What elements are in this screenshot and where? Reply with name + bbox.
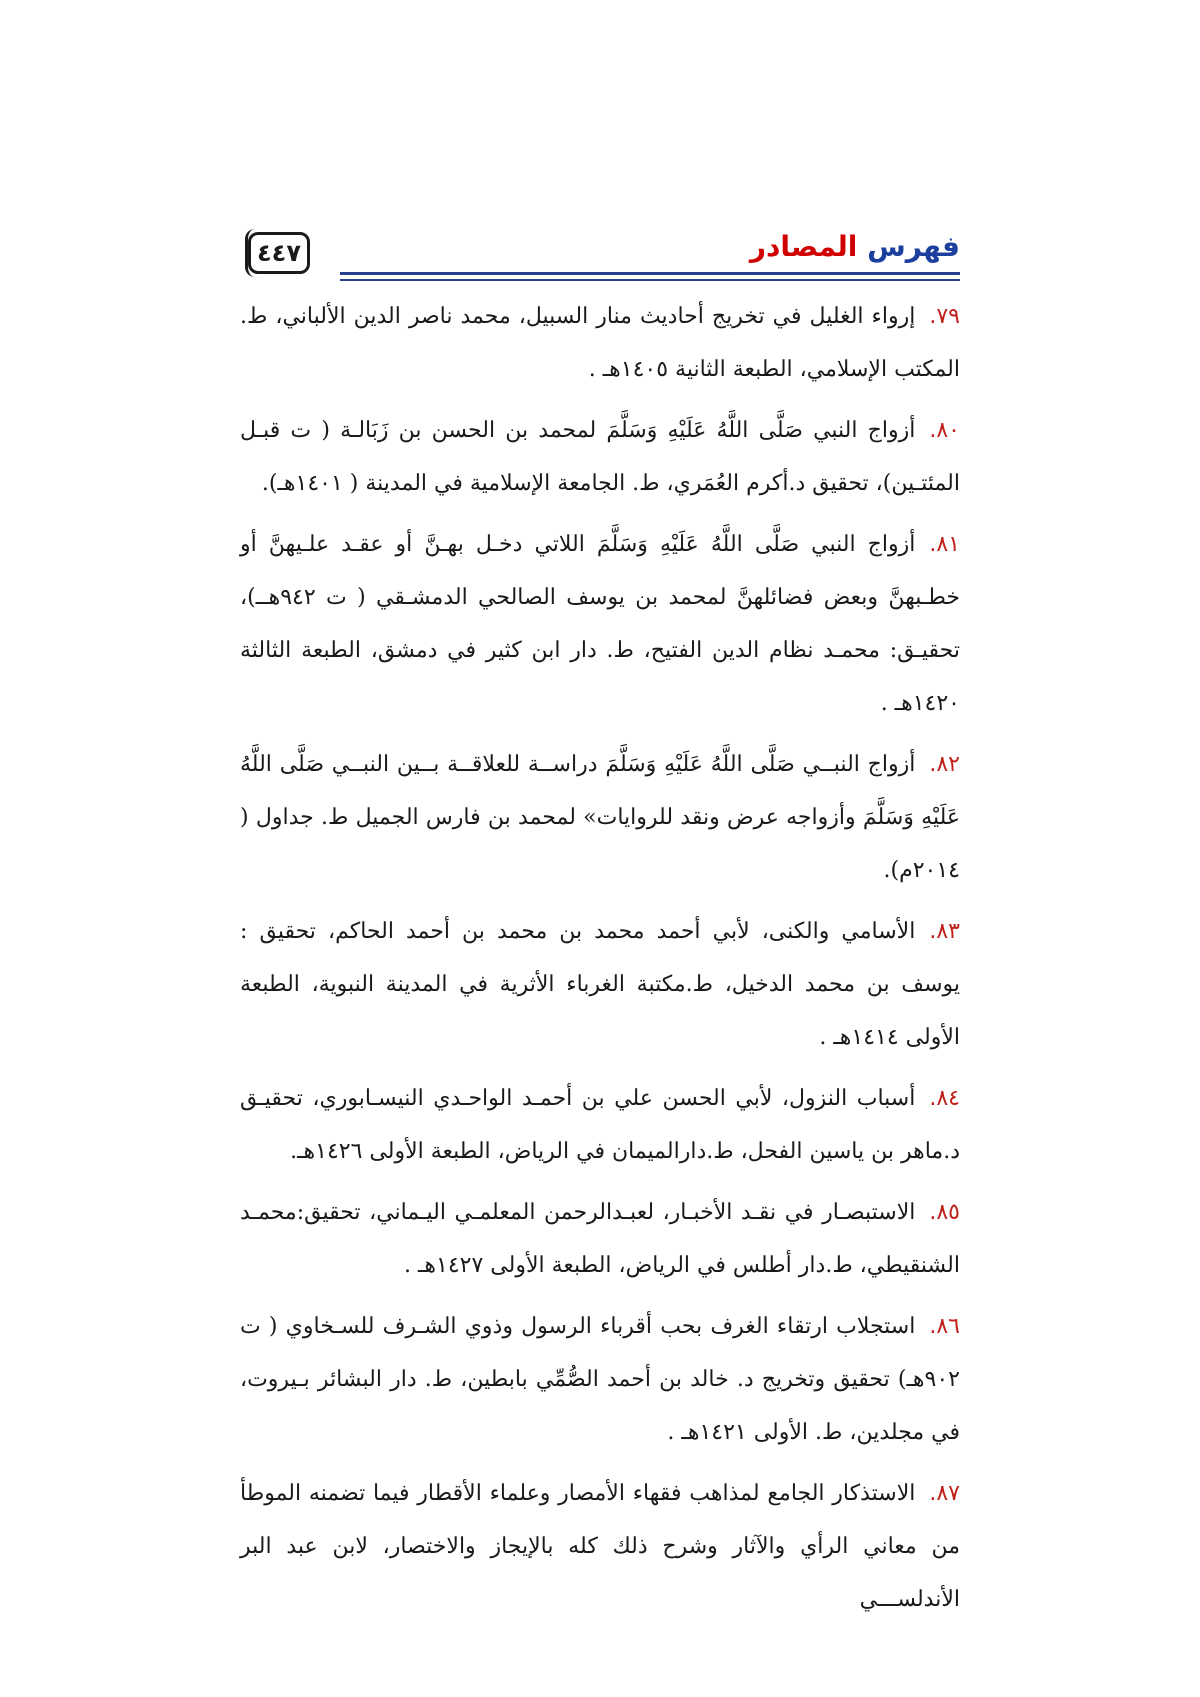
header-divider-secondary (340, 279, 960, 281)
entry-number: ٨٠. (929, 418, 960, 443)
entry-text: إرواء الغليل في تخريج أحاديث منار السبيل، محمد ناصر الدين الألباني، ط. المكتب الإسلامي، الطبعة الثانية ١٤٠٥هـ . (240, 304, 960, 382)
entry-number: ٨٥. (929, 1200, 960, 1225)
entry-text: الاستبصـار في نقـد الأخبـار، لعبـدالرحمن المعلمـي اليـماني، تحقيق:محمـد الشنقيطي، ط.دار أطلس في الرياض، الطبعة الأولى ١٤٢٧هـ . (240, 1200, 960, 1278)
entry-text: أزواج النبي صَلَّى اللَّهُ عَلَيْهِ وَسَلَّمَ اللاتي دخـل بهـنَّ أو عقـد علـيهنَّ أو خطـبهنَّ وبعض فضائلهنَّ لمحمد بن يوسف الصالحي الدمشـقي ( ت ٩٤٢هــ)، تحقيـق: محمـد نظام الدين الفتيح، ط. دار ابن كثير في دمشق، الطبعة الثالثة ١٤٢٠هـ . (240, 532, 960, 716)
entry-text: الأسامي والكنى، لأبي أحمد محمد بن محمد بن أحمد الحاكم، تحقيق : يوسف بن محمد الدخيل، ط.مكتبة الغرباء الأثرية في المدينة النبوية، الطبعة الأولى ١٤١٤هـ . (240, 919, 960, 1050)
entry-text: أسباب النزول، لأبي الحسن علي بن أحمـد الواحـدي النيسـابوري، تحقيـق د.ماهر بن ياسين الفحل، ط.دارالميمان في الرياض، الطبعة الأولى ١٤٢٦هـ. (240, 1086, 960, 1164)
entry-text: أزواج النبي صَلَّى اللَّهُ عَلَيْهِ وَسَلَّمَ لمحمد بن الحسن بن زَبَالـة ( ت قبـل المئتـين)، تحقيق د.أكرم العُمَري، ط. الجامعة الإسلامية في المدينة ( ١٤٠١هـ). (240, 418, 960, 496)
bibliography-entry (240, 1072, 960, 1178)
page-number: ٤٤٧ (248, 232, 310, 274)
page-title-part2: المصادر (749, 230, 858, 263)
bibliography-entry (240, 1467, 960, 1626)
bibliography-entry (240, 404, 960, 510)
bibliography-entry (240, 1300, 960, 1459)
entry-number: ٨٢. (929, 752, 960, 777)
page-header (248, 226, 960, 286)
bibliography-entry (240, 905, 960, 1064)
entry-number: ٨٣. (929, 919, 960, 944)
entry-number: ٨٤. (929, 1086, 960, 1111)
entry-number: ٧٩. (929, 304, 960, 329)
bibliography-list (240, 290, 960, 1634)
bibliography-entry (240, 738, 960, 897)
entry-number: ٨٧. (929, 1481, 960, 1506)
entry-number: ٨٦. (929, 1314, 960, 1339)
page-title (750, 230, 960, 263)
bibliography-entry (240, 518, 960, 730)
entry-number: ٨١. (929, 532, 960, 557)
entry-text: الاستذكار الجامع لمذاهب فقهاء الأمصار وعلماء الأقطار فيما تضمنه الموطأ من معاني الرأي والآثار وشرح ذلك كله بالإيجاز والاختصار، لابن عبد البر الأندلســـي (240, 1481, 960, 1612)
bibliography-entry (240, 1186, 960, 1292)
entry-text: أزواج النبــي صَلَّى اللَّهُ عَلَيْهِ وَسَلَّمَ دراســة للعلاقــة بــين النبــي صَلَّى اللَّهُ عَلَيْهِ وَسَلَّمَ وأزواجه عرض ونقد للروايات» لمحمد بن فارس الجميل ط. جداول ( ٢٠١٤م). (240, 752, 960, 883)
entry-text: استجلاب ارتقاء الغرف بحب أقرباء الرسول وذوي الشـرف للسـخاوي ( ت ٩٠٢هـ) تحقيق وتخريج د. خالد بن أحمد الصُّمِّي بابطين، ط. دار البشائر بـيروت، في مجلدين، ط. الأولى ١٤٢١هـ . (240, 1314, 960, 1445)
page-title-part1: فهرس (867, 230, 960, 263)
header-divider (340, 272, 960, 275)
bibliography-entry (240, 290, 960, 396)
